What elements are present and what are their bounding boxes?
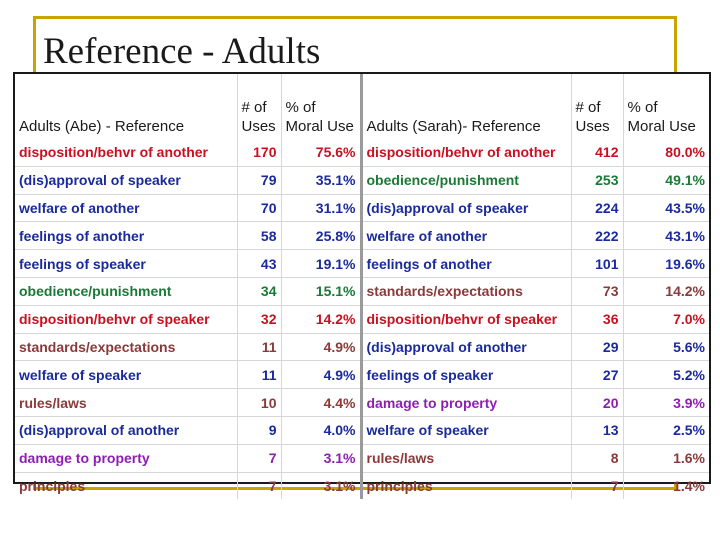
- right-uses-header: # of Uses: [571, 74, 623, 139]
- left-uses-cell: 11: [237, 361, 281, 389]
- right-category-cell: (dis)approval of speaker: [361, 194, 571, 222]
- right-category-cell: disposition/behvr of another: [361, 139, 571, 166]
- right-category-cell: feelings of speaker: [361, 361, 571, 389]
- table-body: [15, 139, 709, 499]
- table-row: [15, 250, 709, 278]
- right-moral-cell: 49.1%: [623, 166, 709, 194]
- right-category-cell: disposition/behvr of speaker: [361, 305, 571, 333]
- left-moral-cell: 14.2%: [281, 305, 361, 333]
- right-category-cell: obedience/punishment: [361, 166, 571, 194]
- left-uses-cell: 10: [237, 389, 281, 417]
- right-uses-cell: 73: [571, 277, 623, 305]
- table-row: [15, 194, 709, 222]
- left-moral-cell: 4.9%: [281, 333, 361, 361]
- left-moral-cell: 25.8%: [281, 222, 361, 250]
- left-header: Adults (Abe) - Reference: [15, 74, 237, 139]
- header-row: [15, 74, 709, 139]
- left-category-cell: obedience/punishment: [15, 277, 237, 305]
- left-moral-cell: 4.4%: [281, 389, 361, 417]
- left-uses-cell: 79: [237, 166, 281, 194]
- left-uses-header: # of Uses: [237, 74, 281, 139]
- left-category-cell: principles: [15, 472, 237, 499]
- left-uses-cell: 11: [237, 333, 281, 361]
- right-uses-cell: 29: [571, 333, 623, 361]
- right-moral-cell: 43.1%: [623, 222, 709, 250]
- left-category-cell: feelings of speaker: [15, 250, 237, 278]
- table-row: [15, 333, 709, 361]
- right-moral-cell: 5.6%: [623, 333, 709, 361]
- reference-grid: [15, 74, 709, 499]
- right-uses-cell: 224: [571, 194, 623, 222]
- table-row: [15, 277, 709, 305]
- table-row: [15, 305, 709, 333]
- right-uses-cell: 253: [571, 166, 623, 194]
- left-category-cell: (dis)approval of speaker: [15, 166, 237, 194]
- left-moral-cell: 35.1%: [281, 166, 361, 194]
- right-category-cell: standards/expectations: [361, 277, 571, 305]
- right-category-cell: feelings of another: [361, 250, 571, 278]
- right-uses-cell: 101: [571, 250, 623, 278]
- right-category-cell: (dis)approval of another: [361, 333, 571, 361]
- slide-frame-top: [36, 16, 677, 19]
- left-uses-cell: 32: [237, 305, 281, 333]
- left-moral-cell: 4.9%: [281, 361, 361, 389]
- left-uses-cell: 7: [237, 472, 281, 499]
- right-moral-cell: 7.0%: [623, 305, 709, 333]
- table-row: [15, 166, 709, 194]
- table-row: [15, 361, 709, 389]
- left-category-cell: damage to property: [15, 444, 237, 472]
- right-uses-cell: 13: [571, 416, 623, 444]
- table-row: [15, 389, 709, 417]
- right-moral-cell: 14.2%: [623, 277, 709, 305]
- left-uses-cell: 170: [237, 139, 281, 166]
- right-category-cell: damage to property: [361, 389, 571, 417]
- right-category-cell: welfare of speaker: [361, 416, 571, 444]
- right-uses-cell: 7: [571, 472, 623, 499]
- reference-table: [13, 72, 711, 494]
- left-category-cell: disposition/behvr of another: [15, 139, 237, 166]
- right-uses-cell: 20: [571, 389, 623, 417]
- right-category-cell: principles: [361, 472, 571, 499]
- left-moral-header: % of Moral Use: [281, 74, 361, 139]
- left-moral-cell: 31.1%: [281, 194, 361, 222]
- slide-title: Reference - Adults: [43, 31, 321, 72]
- right-moral-cell: 1.6%: [623, 444, 709, 472]
- left-category-cell: feelings of another: [15, 222, 237, 250]
- right-moral-header: % of Moral Use: [627, 99, 696, 135]
- left-uses-cell: 34: [237, 277, 281, 305]
- left-category-cell: welfare of speaker: [15, 361, 237, 389]
- right-header: Adults (Sarah)- Reference: [361, 74, 571, 139]
- left-category-cell: rules/laws: [15, 389, 237, 417]
- left-moral-cell: 4.0%: [281, 416, 361, 444]
- left-category-cell: welfare of another: [15, 194, 237, 222]
- right-uses-cell: 27: [571, 361, 623, 389]
- table-row: [15, 444, 709, 472]
- right-moral-cell: 5.2%: [623, 361, 709, 389]
- left-category-cell: standards/expectations: [15, 333, 237, 361]
- right-category-cell: welfare of another: [361, 222, 571, 250]
- right-moral-cell: 2.5%: [623, 416, 709, 444]
- left-moral-cell: 19.1%: [281, 250, 361, 278]
- right-uses-cell: 412: [571, 139, 623, 166]
- left-uses-cell: 58: [237, 222, 281, 250]
- table-row: [15, 222, 709, 250]
- right-moral-cell: 3.9%: [623, 389, 709, 417]
- right-moral-cell: 43.5%: [623, 194, 709, 222]
- right-uses-cell: 8: [571, 444, 623, 472]
- right-moral-cell: 80.0%: [623, 139, 709, 166]
- right-category-cell: rules/laws: [361, 444, 571, 472]
- left-moral-cell: 15.1%: [281, 277, 361, 305]
- right-moral-cell: 19.6%: [623, 250, 709, 278]
- table-row: [15, 416, 709, 444]
- left-uses-cell: 9: [237, 416, 281, 444]
- left-moral-cell: 3.1%: [281, 472, 361, 499]
- right-moral-cell: 1.4%: [673, 477, 705, 494]
- right-uses-cell: 222: [571, 222, 623, 250]
- left-uses-cell: 43: [237, 250, 281, 278]
- left-category-cell: disposition/behvr of speaker: [15, 305, 237, 333]
- left-uses-cell: 70: [237, 194, 281, 222]
- right-uses-cell: 36: [571, 305, 623, 333]
- table-row: [15, 472, 709, 499]
- table-row: [15, 139, 709, 166]
- left-category-cell: (dis)approval of another: [15, 416, 237, 444]
- left-moral-cell: 75.6%: [281, 139, 361, 166]
- left-uses-cell: 7: [237, 444, 281, 472]
- left-moral-cell: 3.1%: [281, 444, 361, 472]
